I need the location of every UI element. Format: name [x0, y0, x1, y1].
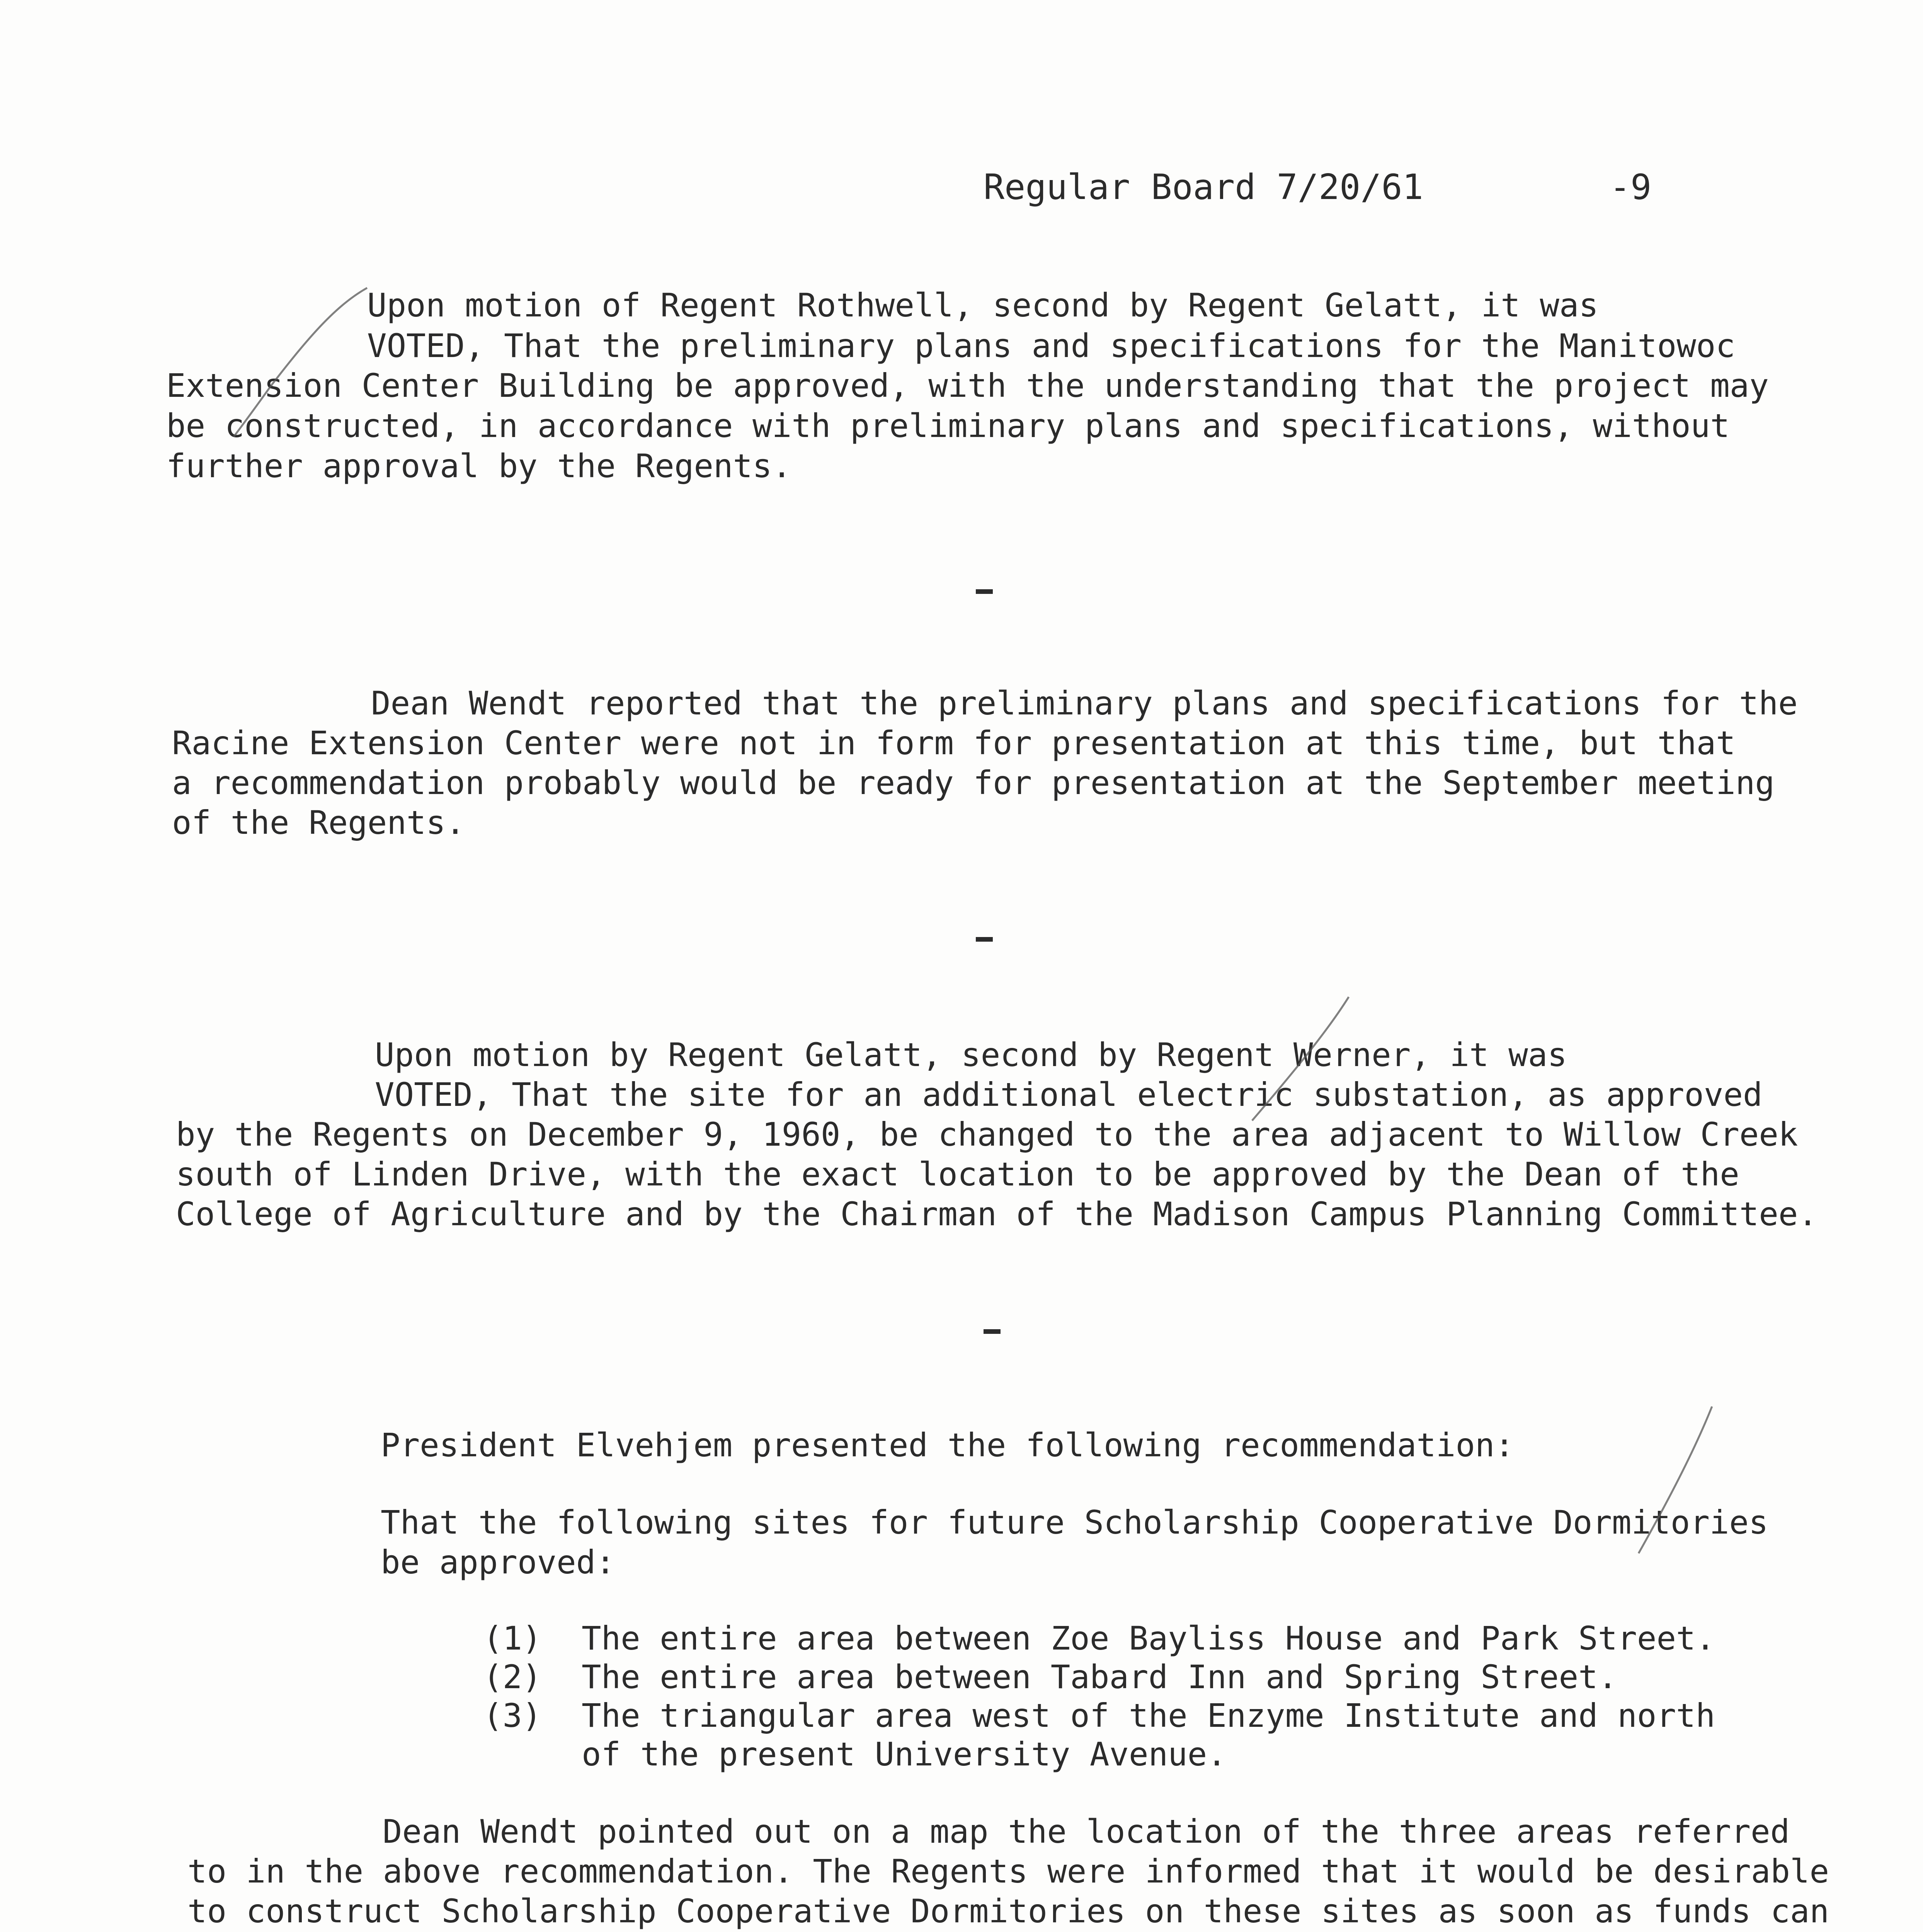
page-header-number: -9: [1610, 167, 1652, 207]
paragraph-3-line-4: south of Linden Drive, with the exact location to be approved by the Dean of the: [176, 1155, 1739, 1193]
section-separator: [976, 589, 993, 594]
paragraph-5-line-2: to in the above recommendation. The Regents were informed that it would be desirable: [187, 1852, 1829, 1890]
section-separator: [984, 1329, 1001, 1334]
paragraph-1-line-5: further approval by the Regents.: [166, 447, 792, 485]
paragraph-2-line-2: Racine Extension Center were not in form for presentation at this time, but that: [172, 724, 1736, 762]
list-item-text: The entire area between Zoe Bayliss House and Park Street.: [582, 1619, 1715, 1657]
list-item-number: (3): [483, 1697, 542, 1735]
paragraph-1-line-3: Extension Center Building be approved, with the understanding that the project may: [166, 367, 1769, 405]
paragraph-3-line-1: Upon motion by Regent Gelatt, second by Regent Werner, it was: [375, 1036, 1567, 1074]
section-separator: [976, 937, 993, 942]
paragraph-2-line-1: Dean Wendt reported that the preliminary plans and specifications for the: [371, 684, 1798, 722]
list-item-number: (1): [483, 1619, 542, 1657]
paragraph-2-line-4: of the Regents.: [172, 804, 465, 842]
paragraph-1-line-1: Upon motion of Regent Rothwell, second by Regent Gelatt, it was: [367, 286, 1599, 324]
paragraph-3-line-5: College of Agriculture and by the Chairman of the Madison Campus Planning Committee.: [176, 1195, 1818, 1233]
paragraph-2-line-3: a recommendation probably would be ready for presentation at the September meeting: [172, 764, 1775, 802]
list-item-continuation: of the present University Avenue.: [582, 1735, 1227, 1773]
list-item-text: The triangular area west of the Enzyme Institute and north: [582, 1697, 1715, 1735]
recommendation-line-1: That the following sites for future Scholarship Cooperative Dormitories: [381, 1503, 1768, 1541]
page-header-title: Regular Board 7/20/61: [984, 167, 1423, 207]
list-item-text: The entire area between Tabard Inn and Spring Street.: [582, 1658, 1618, 1696]
paragraph-3-line-3: by the Regents on December 9, 1960, be changed to the area adjacent to Willow Creek: [176, 1116, 1798, 1153]
paragraph-1-line-4: be constructed, in accordance with preliminary plans and specifications, without: [166, 407, 1730, 445]
recommendation-line-2: be approved:: [381, 1543, 615, 1581]
paragraph-1-line-2: VOTED, That the preliminary plans and specifications for the Manitowoc: [367, 327, 1736, 365]
paragraph-5-line-3: to construct Scholarship Cooperative Dormitories on these sites as soon as funds can: [187, 1892, 1829, 1930]
paragraph-5-line-1: Dean Wendt pointed out on a map the location of the three areas referred: [383, 1813, 1790, 1850]
list-item-number: (2): [483, 1658, 542, 1696]
paragraph-3-line-2: VOTED, That the site for an additional electric substation, as approved: [375, 1076, 1763, 1114]
recommendation-intro: President Elvehjem presented the following recommendation:: [381, 1426, 1515, 1464]
